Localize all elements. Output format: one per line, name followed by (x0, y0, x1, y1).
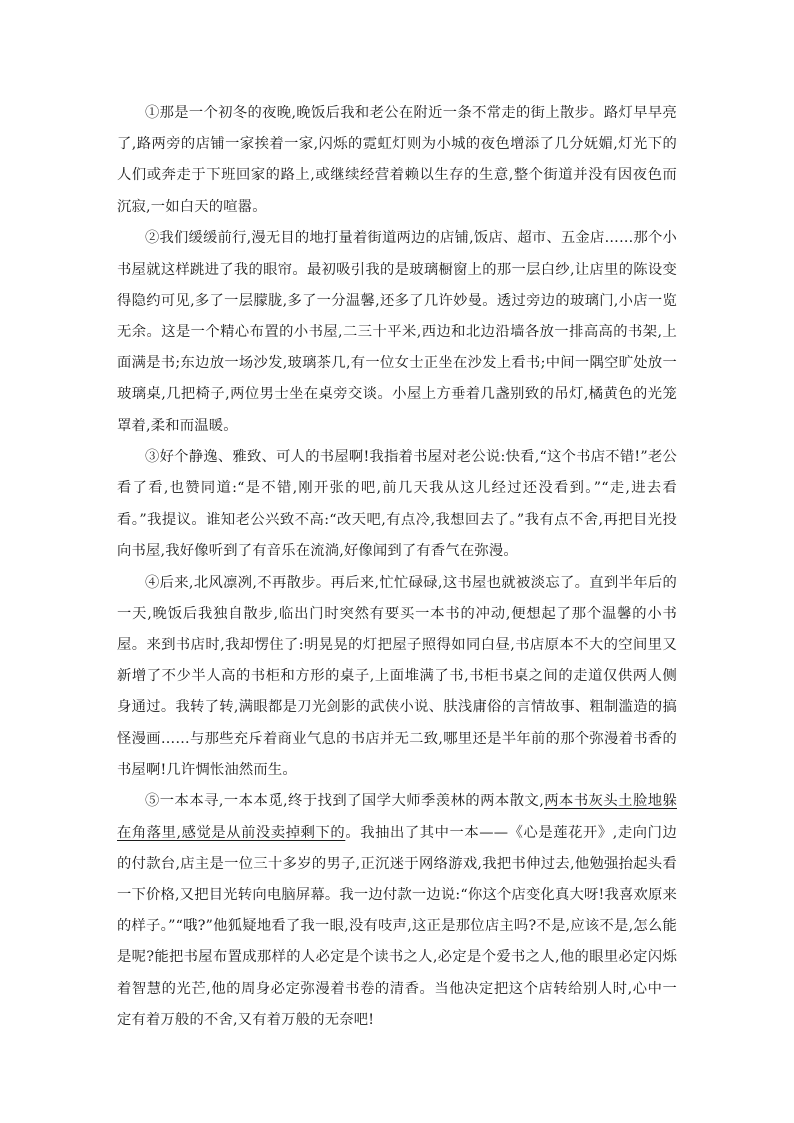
paragraph-3: ③好个静逸、雅致、可人的书屋啊!我指着书屋对老公说:快看,“这个书店不错!”老公看了看,也赞同道:“是不错,刚开张的吧,前几天我从这儿经过还没看到。”“走,进去看看。”我提议。谁知老公兴致不高:“改天吧,有点冷,我想回去了。”我有点不舍,再把目光投向书屋,我好像听到了有音乐在流淌,好像闻到了有香气在弥漫。 (117, 449, 677, 559)
paragraph-5-underlined-sentence: 两本书灰头土脸地躲在角落里,感觉是从前没卖掉剩下的 (117, 793, 677, 841)
paragraph-5 (117, 786, 677, 1036)
paragraph-2: ②我们缓缓前行,漫无目的地打量着街道两边的店铺,饭店、超市、五金店……那个小书屋就这样跳进了我的眼帘。最初吸引我的是玻璃橱窗上的那一层白纱,让店里的陈设变得隐约可见,多了一层朦胧,多了一分温馨,还多了几许妙曼。透过旁边的玻璃门,小店一览无余。这是一个精心布置的小书屋,二三十平米,西边和北边沿墙各放一排高高的书架,上面满是书;东边放一场沙发,玻璃茶几,有一位女士正坐在沙发上看书;中间一隅空旷处放一玻璃桌,几把椅子,两位男士坐在桌旁交谈。小屋上方垂着几盏别致的吊灯,橘黄色的光笼罩着,柔和而温暖。 (117, 230, 677, 434)
paragraph-1: ①那是一个初冬的夜晚,晚饭后我和老公在附近一条不常走的街上散步。路灯早早亮了,路两旁的店铺一家挨着一家,闪烁的霓虹灯则为小城的夜色增添了几分妩媚,灯光下的人们或奔走于下班回家的路上,或继续经营着赖以生存的生意,整个街道并没有因夜色而沉寂,一如白天的喧嚣。 (117, 105, 677, 215)
paragraph-5-rest: 。我抽出了其中一本——《心是莲花开》,走向门边的付款台,店主是一位三十多岁的男子,正沉迷于网络游戏,我把书伸过去,他勉强抬起头看一下价格,又把目光转向电脑屏幕。我一边付款一边说:“你这个店变化真大呀!我喜欢原来的样子。”“哦?”他狐疑地看了我一眼,没有吱声,这正是那位店主吗?不是,应该不是,怎么能是呢?能把书屋布置成那样的人必定是个读书之人,必定是个爱书之人,他的眼里必定闪烁着智慧的光芒,他的周身必定弥漫着书卷的清香。当他决定把这个店转给别人时,心中一定有着万般的不舍,又有着万般的无奈吧! (117, 824, 677, 1028)
paragraph-4: ④后来,北风凛冽,不再散步。再后来,忙忙碌碌,这书屋也就被淡忘了。直到半年后的一天,晚饭后我独自散步,临出门时突然有要买一本书的冲动,便想起了那个温馨的小书屋。来到书店时,我却愣住了:明晃晃的灯把屋子照得如同白昼,书店原本不大的空间里又新增了不少半人高的书柜和方形的桌子,上面堆满了书,书柜书桌之间的走道仅供两人侧身通过。我转了转,满眼都是刀光剑影的武侠小说、肤浅庸俗的言情故事、粗制滥造的搞怪漫画……与那些充斥着商业气息的书店并无二致,哪里还是半年前的那个弥漫着书香的书屋啊!几许惆怅油然而生。 (117, 574, 677, 778)
paragraph-5-lead: ⑤一本本寻,一本本觅,终于找到了国学大师季羡林的两本散文, (145, 793, 544, 810)
document-page (117, 98, 677, 1036)
